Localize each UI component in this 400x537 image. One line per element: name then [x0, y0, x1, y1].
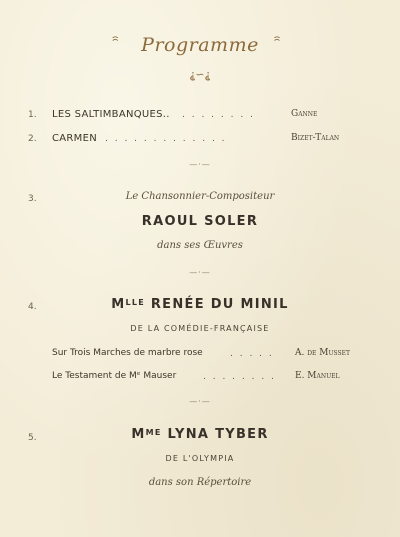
item-number: 4.	[28, 302, 37, 312]
item-composer: Ganne	[291, 109, 318, 119]
item-composer: Bizet-Talan	[291, 133, 340, 143]
dot-leader: . . . . . . . .	[182, 110, 255, 120]
performer-affiliation: DE L'OLYMPIA	[165, 454, 235, 463]
piece-author: E. Manuel	[295, 371, 340, 381]
dot-leader: . . . . .	[230, 349, 274, 359]
performer-name: LYNA TYBER	[167, 427, 269, 442]
piece-title: Le Testament de Mᵉ Mauser	[52, 371, 177, 381]
performer-name-line	[0, 297, 400, 312]
performer-role: Le Chansonnier-Compositeur	[125, 191, 275, 202]
performer-name: RENÉE DU MINIL	[150, 297, 289, 312]
dot-leader: . . . . . . . . . . . . .	[105, 134, 227, 144]
page-title: Programme	[141, 34, 259, 56]
item-title: CARMEN	[52, 133, 97, 144]
performer-title-suffix: LLE	[125, 298, 146, 307]
performer-affiliation: DE LA COMÉDIE-FRANÇAISE	[130, 324, 270, 333]
piece-author: A. de Musset	[295, 348, 351, 358]
performance-detail: dans son Répertoire	[148, 477, 252, 488]
performer-title: M	[131, 427, 146, 442]
performer-title-suffix: ME	[145, 428, 162, 437]
section-divider: —·—	[189, 268, 211, 277]
section-divider: —·—	[189, 397, 211, 406]
piece-title: Sur Trois Marches de marbre rose	[52, 348, 203, 358]
item-title: LES SALTIMBANQUES..	[52, 109, 170, 120]
performer-title: M	[111, 297, 126, 312]
item-number: 2.	[28, 134, 37, 144]
performance-detail: dans ses Œuvres	[157, 240, 243, 251]
title-row	[0, 30, 400, 60]
performer-name: RAOUL SOLER	[141, 214, 259, 229]
item-number: 5.	[28, 433, 37, 443]
item-number: 3.	[28, 194, 37, 204]
item-number: 1.	[28, 110, 37, 120]
section-divider: —·—	[189, 160, 211, 169]
dot-leader: . . . . . . . .	[203, 372, 276, 382]
performer-name-line	[0, 427, 400, 442]
title-flourish-ornament: ⸘∽⸘	[189, 68, 211, 81]
